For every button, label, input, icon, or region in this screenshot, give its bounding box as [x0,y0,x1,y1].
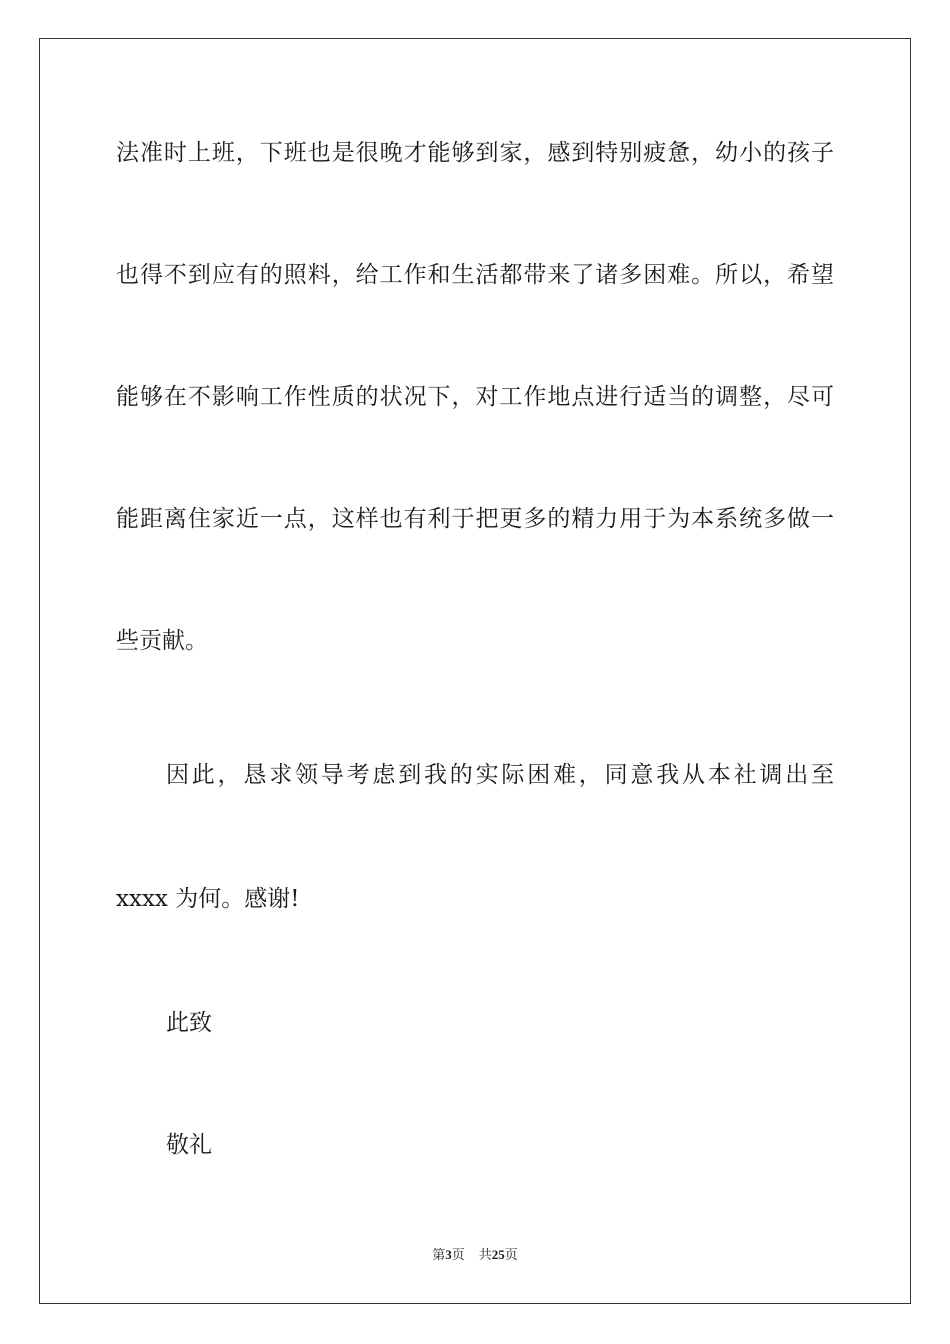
closing-regards: 敬礼 [166,1132,212,1158]
footer-page-prefix: 第 [432,1248,446,1263]
page-footer [0,1246,950,1265]
paragraph-2-line-2: xxxx 为何。感谢! [116,886,300,912]
body-line-3: 能够在不影响工作性质的状况下，对工作地点进行适当的调整，尽可 [116,384,834,410]
page-frame [39,38,911,1304]
footer-total-prefix: 共 [478,1248,492,1263]
footer-page-number: 3 [445,1247,452,1262]
footer-total-suffix: 页 [504,1248,518,1263]
closing-salutation: 此致 [166,1010,212,1036]
body-line-1: 法准时上班，下班也是很晚才能够到家，感到特别疲惫，幼小的孩子 [116,140,834,166]
paragraph-2-line-1: 因此，恳求领导考虑到我的实际困难，同意我从本社调出至 [166,762,834,788]
footer-page-suffix: 页 [451,1248,465,1263]
footer-total-pages: 25 [491,1247,505,1262]
body-line-2: 也得不到应有的照料，给工作和生活都带来了诸多困难。所以，希望 [116,262,834,288]
body-line-5: 些贡献。 [116,628,208,654]
body-line-4: 能距离住家近一点，这样也有利于把更多的精力用于为本系统多做一 [116,506,834,532]
